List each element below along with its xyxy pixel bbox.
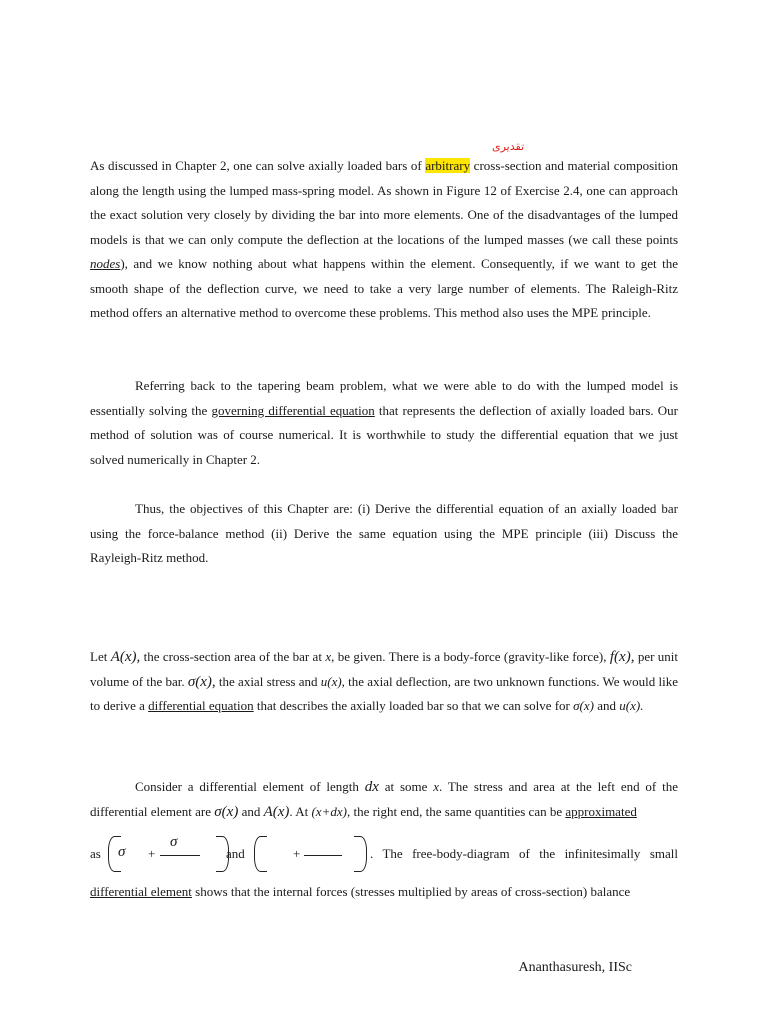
handwritten-annotation: تقدیری xyxy=(492,140,525,153)
stress-symbol: σ(x), xyxy=(187,673,216,690)
left-paren-2 xyxy=(254,836,267,872)
elem-text-6: , the right end, the same quantities can be xyxy=(346,803,566,819)
highlighted-word[interactable]: arbitrary xyxy=(425,158,471,173)
right-paren-2 xyxy=(354,836,367,872)
area-symbol: A(x), xyxy=(110,649,141,665)
equation-line xyxy=(90,836,678,872)
elem-text-4: and xyxy=(238,803,264,819)
paragraph-fbd xyxy=(90,880,678,905)
elem-text-2: at some xyxy=(378,779,434,794)
approximated-term: approximated xyxy=(565,803,637,819)
intro-text-1: As discussed in Chapter 2, one can solve axially loaded bars of xyxy=(90,158,426,173)
def-text-2: the cross-section area of the bar at xyxy=(140,649,326,664)
paragraph-objectives xyxy=(90,497,678,571)
differential-element-term: differential element xyxy=(90,884,192,899)
intro-text-3: ), and we know nothing about what happens within the element. Consequently, if we want to get the smooth shape of the deflection curve, we need to take a very large number of elements. The Raleigh-Ritz method offers an alternative method to overcome these problems. This method also uses the MPE principle. xyxy=(90,256,678,320)
stress-symbol-2: σ(x) xyxy=(573,698,594,713)
def-text-7: that describes the axially loaded bar so that we can solve for xyxy=(253,698,574,713)
beam-text-2: that represents the deflection of axially loaded bars. Our method of solution was of course numerical. It is worthwhile to study the differential equation that we just solved numerically in Chapter 2. xyxy=(90,402,679,467)
as-word: as xyxy=(90,846,101,861)
and-word: and xyxy=(226,846,245,861)
dx-symbol: dx xyxy=(364,779,379,795)
elem-text-1: Consider a differential element of length xyxy=(135,779,365,794)
page-footer: Ananthasuresh, IISc xyxy=(518,960,632,975)
paragraph-tapering-beam xyxy=(90,374,678,472)
fraction-bar-1 xyxy=(160,855,200,856)
plus-sign-2: + xyxy=(293,846,301,861)
deflection-symbol-2: u(x). xyxy=(619,698,644,713)
sigma-symbol: σ xyxy=(118,844,126,860)
nodes-term: nodes xyxy=(90,256,121,271)
stress-symbol-3: σ(x) xyxy=(214,803,239,820)
def-text-5: the axial stress and xyxy=(215,673,321,689)
intro-text-2: cross-section and material composition along the length using the lumped mass-spring model. As shown in Figure 12 of Exercise 2.4, one can approach the exact solution very closely by dividing the bar into more elements. One of the disadvantages of the lumped models is that we can only compute the deflection at the locations of the lumped masses (we call these points xyxy=(90,158,678,247)
def-text-8: and xyxy=(593,698,620,713)
def-text-1: Let xyxy=(90,649,111,664)
governing-equation-term: governing differential equation xyxy=(211,402,375,418)
differential-equation-term: differential equation xyxy=(148,698,254,713)
beam-text-1: Referring back to the tapering beam problem, what we were able to do with the lumped model is essentially solving the xyxy=(90,378,678,418)
equation-tail-text: . The free-body-diagram of the infinitesimally small xyxy=(370,846,678,861)
force-symbol: f(x), xyxy=(609,649,635,665)
area-symbol-2: A(x) xyxy=(263,803,290,820)
fbd-text: shows that the internal forces (stresses multiplied by areas of cross-section) balance xyxy=(191,884,631,899)
plus-sign-1: + xyxy=(148,846,156,861)
def-text-6: the axial deflection, are two unknown functions. We would like to derive a xyxy=(90,673,678,713)
elem-text-5: . At xyxy=(289,803,312,819)
def-text-4: per unit volume of the bar. xyxy=(90,649,679,689)
x-plus-dx: (x+dx) xyxy=(311,803,347,819)
paragraph-differential-element xyxy=(90,775,678,824)
def-text-3: , be given. There is a body-force (gravity-like force), xyxy=(331,649,610,664)
paragraph-intro xyxy=(90,154,678,326)
paragraph-definitions xyxy=(90,645,678,719)
elem-text-3: . The stress and area at the left end of the differential element are xyxy=(90,779,678,819)
x-symbol: x xyxy=(325,649,332,664)
fraction-numerator: σ xyxy=(170,834,178,850)
objectives-text: Thus, the objectives of this Chapter are: (i) Derive the differential equation of an axially loaded bar using the force-balance method (ii) Derive the same equation using the MPE principle (iii) Discuss the Rayleigh-Ritz method. xyxy=(90,501,678,565)
deflection-symbol: u(x), xyxy=(320,673,345,689)
x-symbol-2: x xyxy=(433,779,440,794)
fraction-bar-2 xyxy=(304,855,342,856)
